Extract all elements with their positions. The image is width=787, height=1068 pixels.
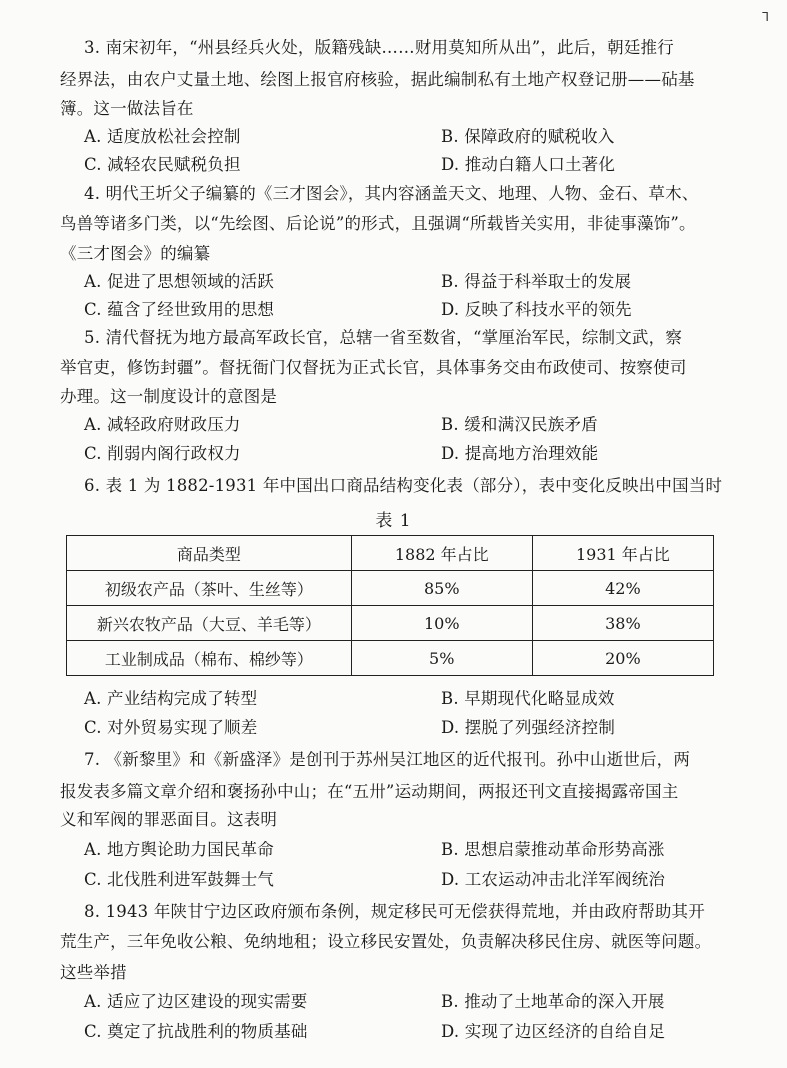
q8-option-a[interactable]: A. 适应了边区建设的现实需要 bbox=[84, 992, 308, 1011]
table-cell-1931: 20% bbox=[532, 641, 713, 676]
q8-option-d[interactable]: D. 实现了边区经济的自给自足 bbox=[441, 1022, 666, 1041]
q5-stem-line-2: 举官吏，修饬封疆”。督抚衙门仅督抚为正式长官，具体事务交由布政使司、按察使司 bbox=[60, 358, 687, 377]
q4-option-b[interactable]: B. 得益于科举取士的发展 bbox=[441, 272, 632, 291]
q7-stem-line-2: 报发表多篇文章介绍和褒扬孙中山；在“五卅”运动期间，两报还刊文直接揭露帝国主 bbox=[60, 782, 679, 801]
q3-stem-line-1: 3. 南宋初年，“州县经兵火处，版籍残缺……财用莫知所从出”，此后，朝廷推行 bbox=[84, 38, 674, 57]
q4-option-c[interactable]: C. 蕴含了经世致用的思想 bbox=[84, 300, 275, 319]
table-header-1882: 1882 年占比 bbox=[351, 536, 532, 571]
table-header-category: 商品类型 bbox=[67, 536, 352, 571]
q6-option-a[interactable]: A. 产业结构完成了转型 bbox=[84, 689, 258, 708]
export-structure-table bbox=[66, 535, 714, 676]
table-cell-1882: 5% bbox=[351, 641, 532, 676]
table-cell-category: 工业制成品（棉布、棉纱等） bbox=[67, 641, 352, 676]
q7-stem-line-1: 7. 《新黎里》和《新盛泽》是创刊于苏州吴江地区的近代报刊。孙中山逝世后，两 bbox=[84, 750, 691, 769]
table-header-row bbox=[67, 536, 714, 571]
q6-option-c[interactable]: C. 对外贸易实现了顺差 bbox=[84, 718, 258, 737]
q4-stem-line-1: 4. 明代王圻父子编纂的《三才图会》，其内容涵盖天文、地理、人物、金石、草木、 bbox=[84, 184, 699, 203]
table-cell-category: 初级农产品（茶叶、生丝等） bbox=[67, 571, 352, 606]
q5-stem-line-3: 办理。这一制度设计的意图是 bbox=[60, 387, 278, 406]
table-row bbox=[67, 606, 714, 641]
q6-stem-line-1: 6. 表 1 为 1882-1931 年中国出口商品结构变化表（部分），表中变化反映出中国当时 bbox=[84, 476, 723, 495]
q8-stem-line-3: 这些举措 bbox=[60, 963, 127, 982]
table-cell-1931: 42% bbox=[532, 571, 713, 606]
q7-stem-line-3: 义和军阀的罪恶面目。这表明 bbox=[60, 810, 278, 829]
table-caption: 表 1 bbox=[375, 511, 412, 531]
table-cell-1931: 38% bbox=[532, 606, 713, 641]
q4-option-a[interactable]: A. 促进了思想领域的活跃 bbox=[84, 272, 275, 291]
q4-stem-line-3: 《三才图会》的编纂 bbox=[60, 244, 211, 263]
q7-option-a[interactable]: A. 地方舆论助力国民革命 bbox=[84, 840, 275, 859]
q5-option-b[interactable]: B. 缓和满汉民族矛盾 bbox=[441, 415, 598, 434]
corner-mark: ᒣ bbox=[761, 10, 769, 24]
q5-option-a[interactable]: A. 减轻政府财政压力 bbox=[84, 415, 241, 434]
q7-option-d[interactable]: D. 工农运动冲击北洋军阀统治 bbox=[441, 870, 666, 889]
q3-option-d[interactable]: D. 推动白籍人口土著化 bbox=[441, 155, 616, 174]
q3-option-b[interactable]: B. 保障政府的赋税收入 bbox=[441, 127, 615, 146]
q7-option-c[interactable]: C. 北伐胜利进军鼓舞士气 bbox=[84, 870, 275, 889]
q8-option-b[interactable]: B. 推动了土地革命的深入开展 bbox=[441, 992, 665, 1011]
q6-option-b[interactable]: B. 早期现代化略显成效 bbox=[441, 689, 615, 708]
table-cell-1882: 10% bbox=[351, 606, 532, 641]
q3-option-a[interactable]: A. 适度放松社会控制 bbox=[84, 127, 241, 146]
q5-stem-line-1: 5. 清代督抚为地方最高军政长官，总辖一省至数省，“掌厘治军民，综制文武，察 bbox=[84, 328, 683, 347]
table-cell-category: 新兴农牧产品（大豆、羊毛等） bbox=[67, 606, 352, 641]
q5-option-c[interactable]: C. 削弱内阁行政权力 bbox=[84, 444, 241, 463]
q7-option-b[interactable]: B. 思想启蒙推动革命形势高涨 bbox=[441, 840, 665, 859]
q8-option-c[interactable]: C. 奠定了抗战胜利的物质基础 bbox=[84, 1022, 308, 1041]
table-row bbox=[67, 571, 714, 606]
table-header-1931: 1931 年占比 bbox=[532, 536, 713, 571]
q3-stem-line-2: 经界法，由农户丈量土地、绘图上报官府核验，据此编制私有土地产权登记册——砧基 bbox=[60, 70, 695, 89]
table-cell-1882: 85% bbox=[351, 571, 532, 606]
table-row bbox=[67, 641, 714, 676]
q4-stem-line-2: 鸟兽等诸多门类，以“先绘图、后论说”的形式，且强调“所载皆关实用，非徒事藻饰”。 bbox=[60, 214, 696, 233]
q4-option-d[interactable]: D. 反映了科技水平的领先 bbox=[441, 300, 632, 319]
q6-option-d[interactable]: D. 摆脱了列强经济控制 bbox=[441, 718, 616, 737]
q8-stem-line-1: 8. 1943 年陕甘宁边区政府颁布条例，规定移民可无偿获得荒地，并由政府帮助其开 bbox=[84, 902, 705, 921]
q5-option-d[interactable]: D. 提高地方治理效能 bbox=[441, 444, 599, 463]
q8-stem-line-2: 荒生产，三年免收公粮、免纳地租；设立移民安置处，负责解决移民住房、就医等问题。 bbox=[60, 932, 712, 951]
q3-option-c[interactable]: C. 减轻农民赋税负担 bbox=[84, 155, 241, 174]
q3-stem-line-3: 簿。这一做法旨在 bbox=[60, 99, 194, 118]
